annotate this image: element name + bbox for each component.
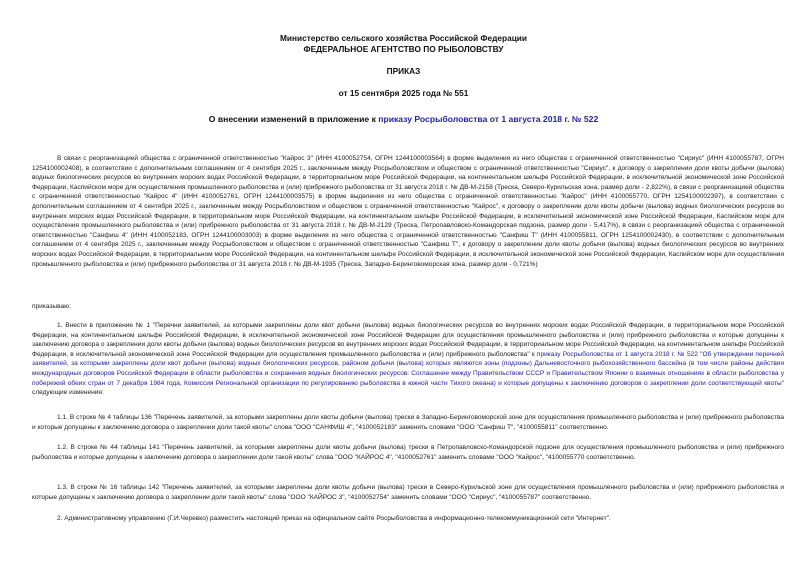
item-1-link[interactable]: приказу Росрыболовства от 1 августа 2018 г. № 522 "Об утверждении перечней заявителей, за которыми закреплены доли квот добычи (вылова) водных биологических ресурсов, районом добычи (вылова) которых являются зоны (подзоны) Дальневосточного рыбохозяйственного бассейна (в том числе районы действия международных договоров Российской Федерации в области рыболовства и сохранения водных биологических ресурсов: Соглашение между Правительством СССР и Правительством Японии о взаимных отношениях в области рыболовства у побережий обеих стран от 7 декабря 1984 года, Комиссия Региональной организации по регулированию рыболовства в южной части Тихого океана) и которые допущены к заключению договоров о закреплении доли соответствующей квоты" (32, 350, 784, 387)
item-1-paragraph (32, 321, 784, 398)
item-1-text: 1. Внести в приложение № 1 "Перечни заявителей, за которыми закреплены доли квот добычи (вылова) водных биологических ресурсов во внутренних морских водах Российской Федерации, в территориальном море Российской Федерации, на континентальном шельфе Российской Федерации, в исключительной экономической зоне Российской Федерации для осуществления промышленного рыболовства и (или) прибрежного рыболовства и которые допущены к заключению договора о закреплении доли квоты добычи (вылова) водных биологических ресурсов во внутренних морских водах Российской Федерации, в территориальном море Российской Федерации, на континентальном шельфе Российской Федерации, в исключительной экономической зоне Российской Федерации для осуществления промышленного рыболовства и (или) прибрежного рыболовства" к (32, 322, 784, 358)
preamble-paragraph: В связи с реорганизацией общества с ограниченной ответственностью "Кайрос 3" (ИНН 4100052754, ОГРН 1244100003564) в форме выделения из него общества с ограниченной ответственностью "Сириус" (ИНН 4100055787, ОГРН 1254100002408), в соответствии с дополнительным соглашением от 4 сентября 2025 г., заключенным между Росрыболовством и обществом с ограниченной ответственностью "Сириус", к договору о закреплении доли квоты добычи (вылова) водных биологических ресурсов во внутренних морских водах Российской Федерации, в территориальном море Российской Федерации, на континентальном шельфе Российской Федерации, в исключительной экономической зоне Российской Федерации, Каспийском море для осуществления промышленного рыболовства и (или) прибрежного рыболовства от 31 августа 2018 г. № ДВ-М-2158 (Треска, Северо-Курильская зона, размер доли - 2,822%), в связи с реорганизацией общества с ограниченной ответственностью "Кайрос 4" (ИНН 4100052761, ОГРН 1244100003575) в форме выделения из него общества с ограниченной ответственностью "Кайрос" (ИНН 4100055770, ОГРН 1254100002397), в соответствии с дополнительным соглашением от 4 сентября 2025 г., заключенным между Росрыболовством и обществом с ограниченной ответственностью "Кайрос", к договору о закреплении доли квоты добычи (вылова) водных биологических ресурсов во внутренних морских водах Российской Федерации, в территориальном море Российской Федерации, на континентальном шельфе Российской Федерации, в исключительной экономической зоне Российской Федерации, Каспийском море для осуществления промышленного рыболовства и (или) прибрежного рыболовства от 31 августа 2018 г. № ДВ-М-2129 (Треска, Петропавловско-Командорская подзона, размер доли - 5,417%), в связи с реорганизацией общества с ограниченной ответственностью "Санфиш 4" (ИНН 4100052183, ОГРН 1244100003003) в форме выделения из него общества с ограниченной ответственностью "Санфиш Т" (ИНН 4100055811, ОГРН 1254100002430), в соответствии с дополнительным соглашением от 4 сентября 2025 г., заключенным между Росрыболовством и обществом с ограниченной ответственностью "Санфиш Т", к договору о закреплении доли квоты добычи (вылова) водных биологических ресурсов во внутренних морских водах Российской Федерации, в территориальном море Российской Федерации, на континентальном шельфе Российской Федерации, в исключительной экономической зоне Российской Федерации, Каспийском море для осуществления промышленного рыболовства и (или) прибрежного рыболовства от 31 августа 2018 г. № ДВ-М-1935 (Треска, Западно-Беринговоморская зона, размер доли - 0,721%) (32, 155, 784, 268)
subitem-1-3: 1.3. В строке № 16 таблицы 142 "Перечень заявителей, за которыми закреплены доли квоты добычи (вылова) трески в Северо-Курильской зоне для осуществления промышленного рыболовства и (или) прибрежного рыболовства и которые допущены к заключению договора о закреплении доли такой квоты" слова "ООО "КАЙРОС 3", "4100052754" заменить словами "ООО "Сириус", "4100055787" соответственно. (32, 484, 784, 501)
agency-name: ФЕДЕРАЛЬНОЕ АГЕНТСТВО ПО РЫБОЛОВСТВУ (303, 44, 504, 54)
title-prefix: О внесении изменений в приложение к (208, 114, 379, 124)
item-1-tail: следующие изменения: (32, 389, 104, 397)
title-link[interactable]: приказу Росрыболовства от 1 августа 2018 г. № 522 (378, 114, 599, 124)
subitem-1-2: 1.2. В строке № 44 таблицы 141 "Перечень заявителей, за которыми закреплены доли квоты добычи (вылова) трески в Петропавловско-Командорской подзоне для осуществления промышленного рыболовства и (или) прибрежного рыболовства и которые допущены к заключению договора о закреплении доли такой квоты" слова "ООО "КАЙРОС 4", "4100052761" заменить словами "ООО "Кайрос", "4100055770 соответственно. (32, 444, 784, 461)
subitem-1-1: 1.1. В строке № 4 таблицы 136 "Перечень заявителей, за которыми закреплены доли квоты добычи (вылова) трески в Западно-Беринговоморской зоне для осуществления промышленного рыболовства и (или) прибрежного рыболовства и которые допущены к заключению договора о закреплении доли такой квоты" слова "ООО "САНФИШ 4", "4100052183" заменить словами "ООО "Санфиш Т", "4100055811" соответственно. (32, 414, 784, 431)
order-word: приказываю: (32, 303, 71, 310)
document-title (0, 114, 807, 124)
document-date-number: от 15 сентября 2025 года № 551 (338, 88, 469, 98)
ministry-name: Министерство сельского хозяйства Российской Федерации (280, 33, 527, 43)
document-type: ПРИКАЗ (386, 66, 421, 76)
item-2-paragraph: 2. Административному управлению (Г.И.Черевко) разместить настоящий приказ на официальном сайте Росрыболовства в информационно-телекоммуникационной сети "Интернет". (57, 515, 611, 522)
